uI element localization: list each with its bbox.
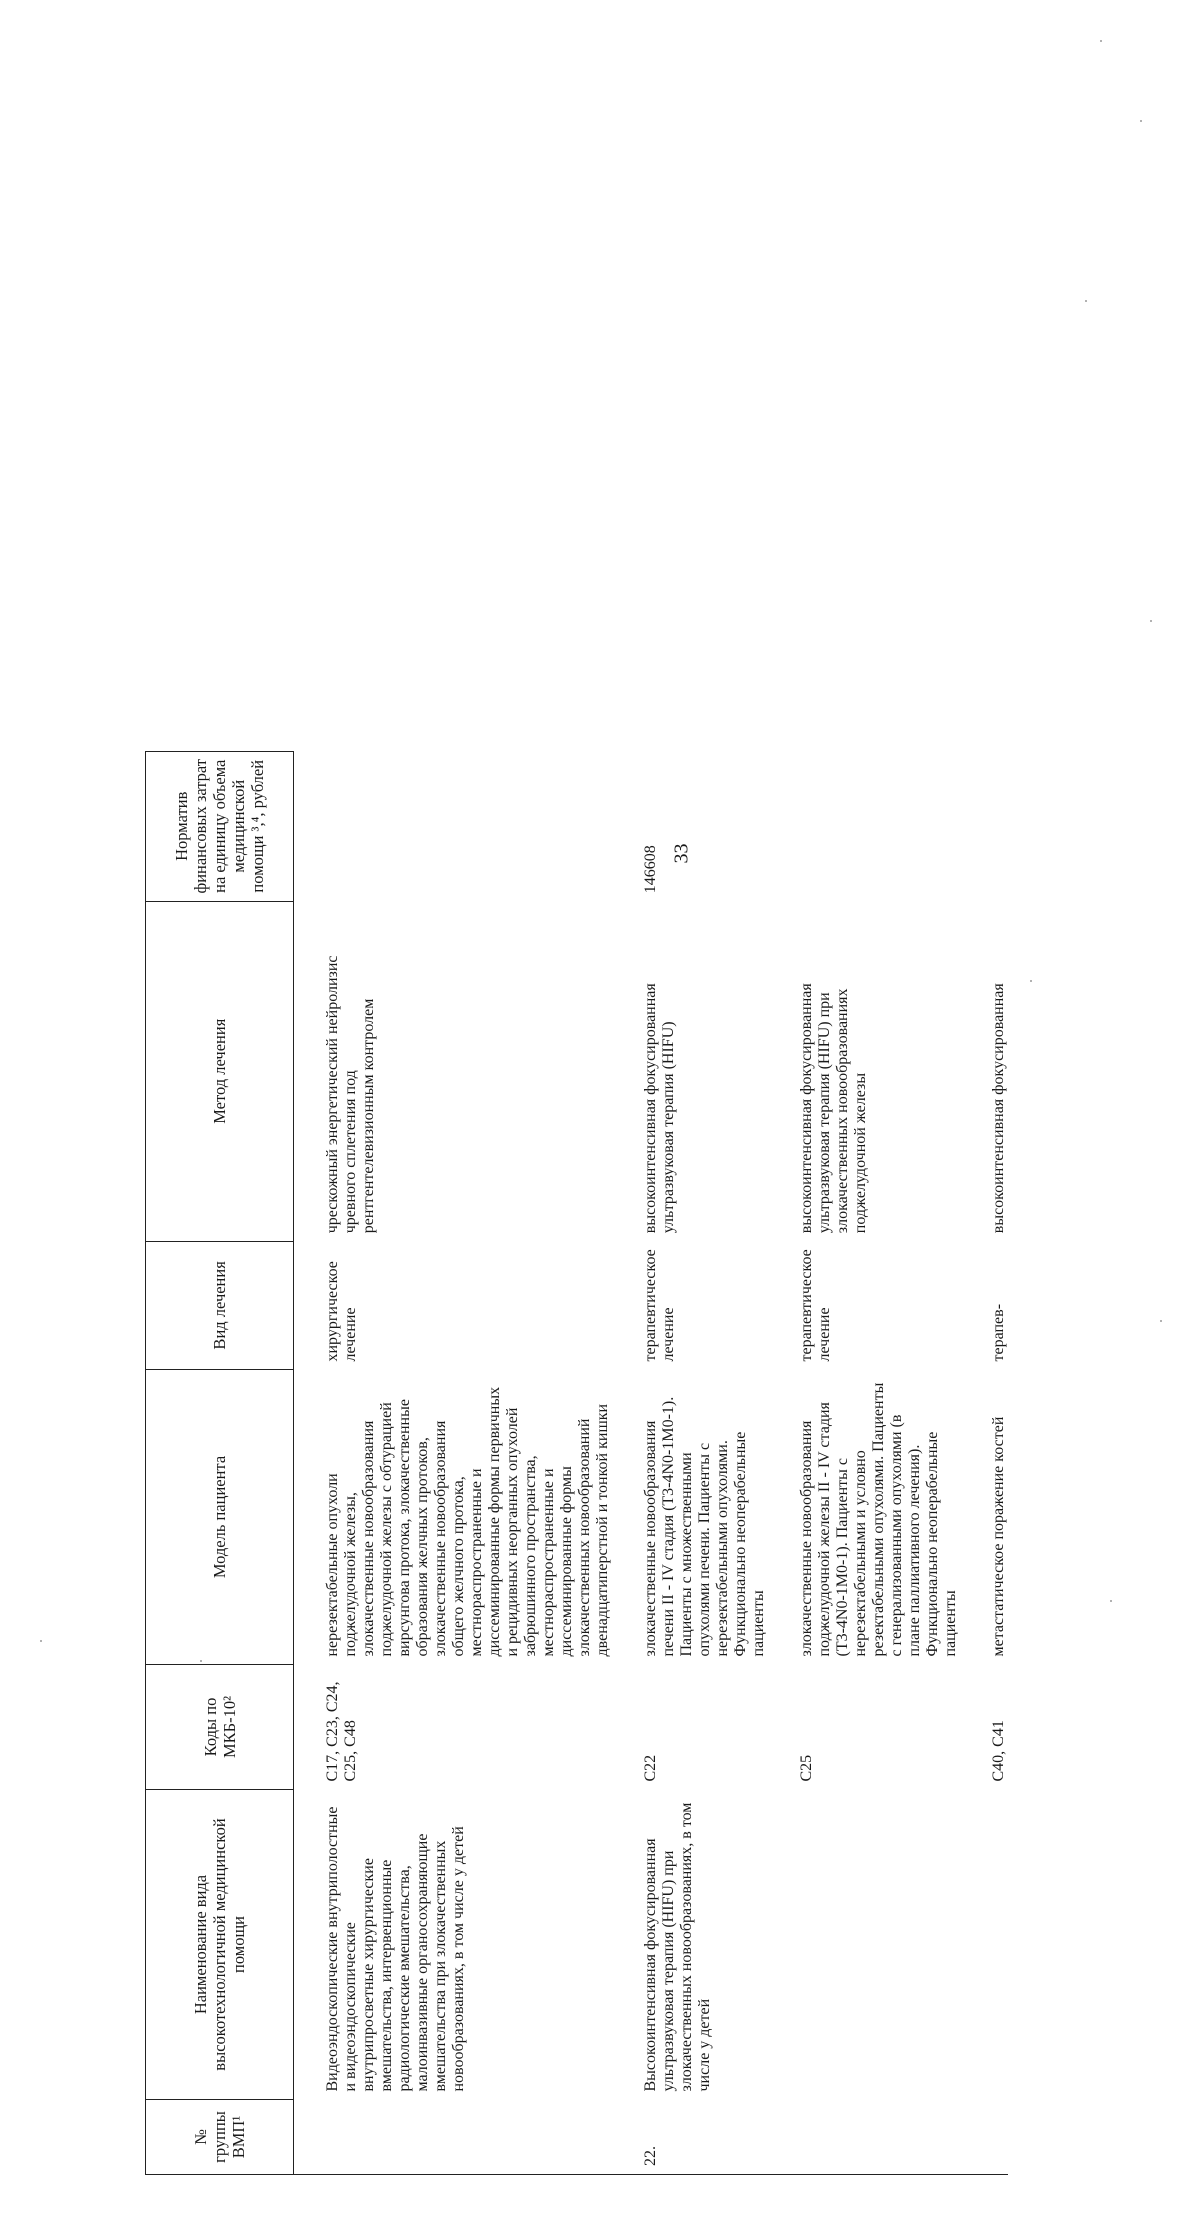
cell-method: высокоинтенсивная фокусированная bbox=[990, 983, 1007, 1234]
cell-group-no: 22. bbox=[642, 2100, 768, 2175]
table-row bbox=[642, 751, 768, 2174]
cell-group-no bbox=[990, 2100, 1008, 2175]
header-codes: Коды по МКБ-10² bbox=[146, 1665, 294, 1790]
header-cost: Норматив финансовых затрат на единицу объема медицинской помощи ³,⁴, рублей bbox=[146, 751, 294, 901]
cell-patient-model: нерезектабельные опухоли поджелудочной железы, злокачественные новообразования поджелудочной железы с обтурацией вирсунгова протока, злокачественные образования желчных протоков, злокачественные новообразования общего желчного протока, местнораспространенные и диссеминированные формы первичных и рецидивных неорганных опухолей забрюшинного пространства, местнораспространенные и диссеминированные формы злокачественных новообразований двенадцатиперстной и тонкой кишки bbox=[324, 1386, 611, 1657]
table-row bbox=[324, 751, 612, 2174]
scan-speck bbox=[1100, 40, 1102, 42]
cell-codes: C25 bbox=[798, 1754, 815, 1782]
cell-patient-model: злокачественные новообразования поджелудочной железы II - IV стадия (T3-4N0-1M0-1). Пациенты с нерезектабельными и условно резектабельными опухолями. Пациенты с генерализованными опухолями (в плане паллиативного лечения). Функционально неоперабельные пациенты bbox=[798, 1382, 959, 1657]
table-row bbox=[798, 751, 960, 2174]
cell-group-no bbox=[324, 2100, 612, 2175]
table-header-row bbox=[146, 751, 294, 2174]
cell-treatment-type: хирургическое лечение bbox=[324, 1261, 359, 1362]
cell-name bbox=[798, 1790, 960, 2100]
cell-patient-model: злокачественные новообразования печени II - IV стадия (T3-4N0-1M0-1). Пациенты с множественными опухолями печени. Пациенты с нерезектабельными опухолями. Функционально неоперабельные пациенты bbox=[642, 1396, 767, 1657]
cell-name: Видеоэндоскопические внутриполостные и видеоэндоскопические внутрипросветные хирургические вмешательства, интервенционные радиологические вмешательства, малоинвазивные органосохраняющие вмешательства при злокачественных новообразованиях, в том числе у детей bbox=[324, 1806, 467, 2092]
header-patient-model: Модель пациента bbox=[146, 1370, 294, 1665]
scan-speck bbox=[1140, 120, 1142, 122]
header-name: Наименование вида высокотехнологичной медицинской помощи bbox=[146, 1790, 294, 2100]
cell-codes: C40, C41 bbox=[990, 1720, 1007, 1782]
cell-cost bbox=[990, 751, 1008, 901]
cell-method: высокоинтенсивная фокусированная ультразвуковая терапия (HIFU) при злокачественных новообразованиях поджелудочной железы bbox=[798, 983, 869, 1234]
cell-cost: 146608 bbox=[642, 845, 659, 894]
page-number: 33 bbox=[670, 843, 693, 864]
cell-treatment-type: терапевтическое лечение bbox=[642, 1249, 677, 1362]
cell-method: чрескожный энергетический нейролизис чревного сплетения под рентгентелевизионным контролем bbox=[324, 955, 377, 1234]
cell-method: высокоинтенсивная фокусированная ультразвуковая терапия (HIFU) bbox=[642, 983, 677, 1234]
cell-treatment-type: терапевтическое лечение bbox=[798, 1249, 833, 1362]
cell-codes: C17, C23, C24, C25, C48 bbox=[324, 1681, 359, 1782]
cell-name bbox=[990, 1790, 1008, 2100]
cell-treatment-type: терапев- bbox=[990, 1303, 1007, 1362]
scan-speck bbox=[1085, 300, 1087, 302]
cell-cost bbox=[324, 751, 612, 901]
header-method: Метод лечения bbox=[146, 901, 294, 1241]
cell-group-no bbox=[798, 2100, 960, 2175]
scan-speck bbox=[40, 1640, 42, 1642]
spacer-cell bbox=[294, 2100, 325, 2175]
rotated-page bbox=[100, 515, 1200, 2215]
header-group-no: № группы ВМП¹ bbox=[146, 2100, 294, 2175]
cell-codes: C22 bbox=[642, 1754, 659, 1782]
cell-cost bbox=[798, 751, 960, 901]
vmp-table bbox=[145, 751, 1008, 2175]
table-row bbox=[990, 751, 1008, 2174]
cell-patient-model: метастатическое поражение костей bbox=[990, 1416, 1007, 1657]
header-treatment-type: Вид лечения bbox=[146, 1241, 294, 1369]
cell-name: Высокоинтенсивная фокусированная ультразвуковая терапия (HIFU) при злокачественных новообразованиях, в том числе у детей bbox=[642, 1802, 713, 2092]
